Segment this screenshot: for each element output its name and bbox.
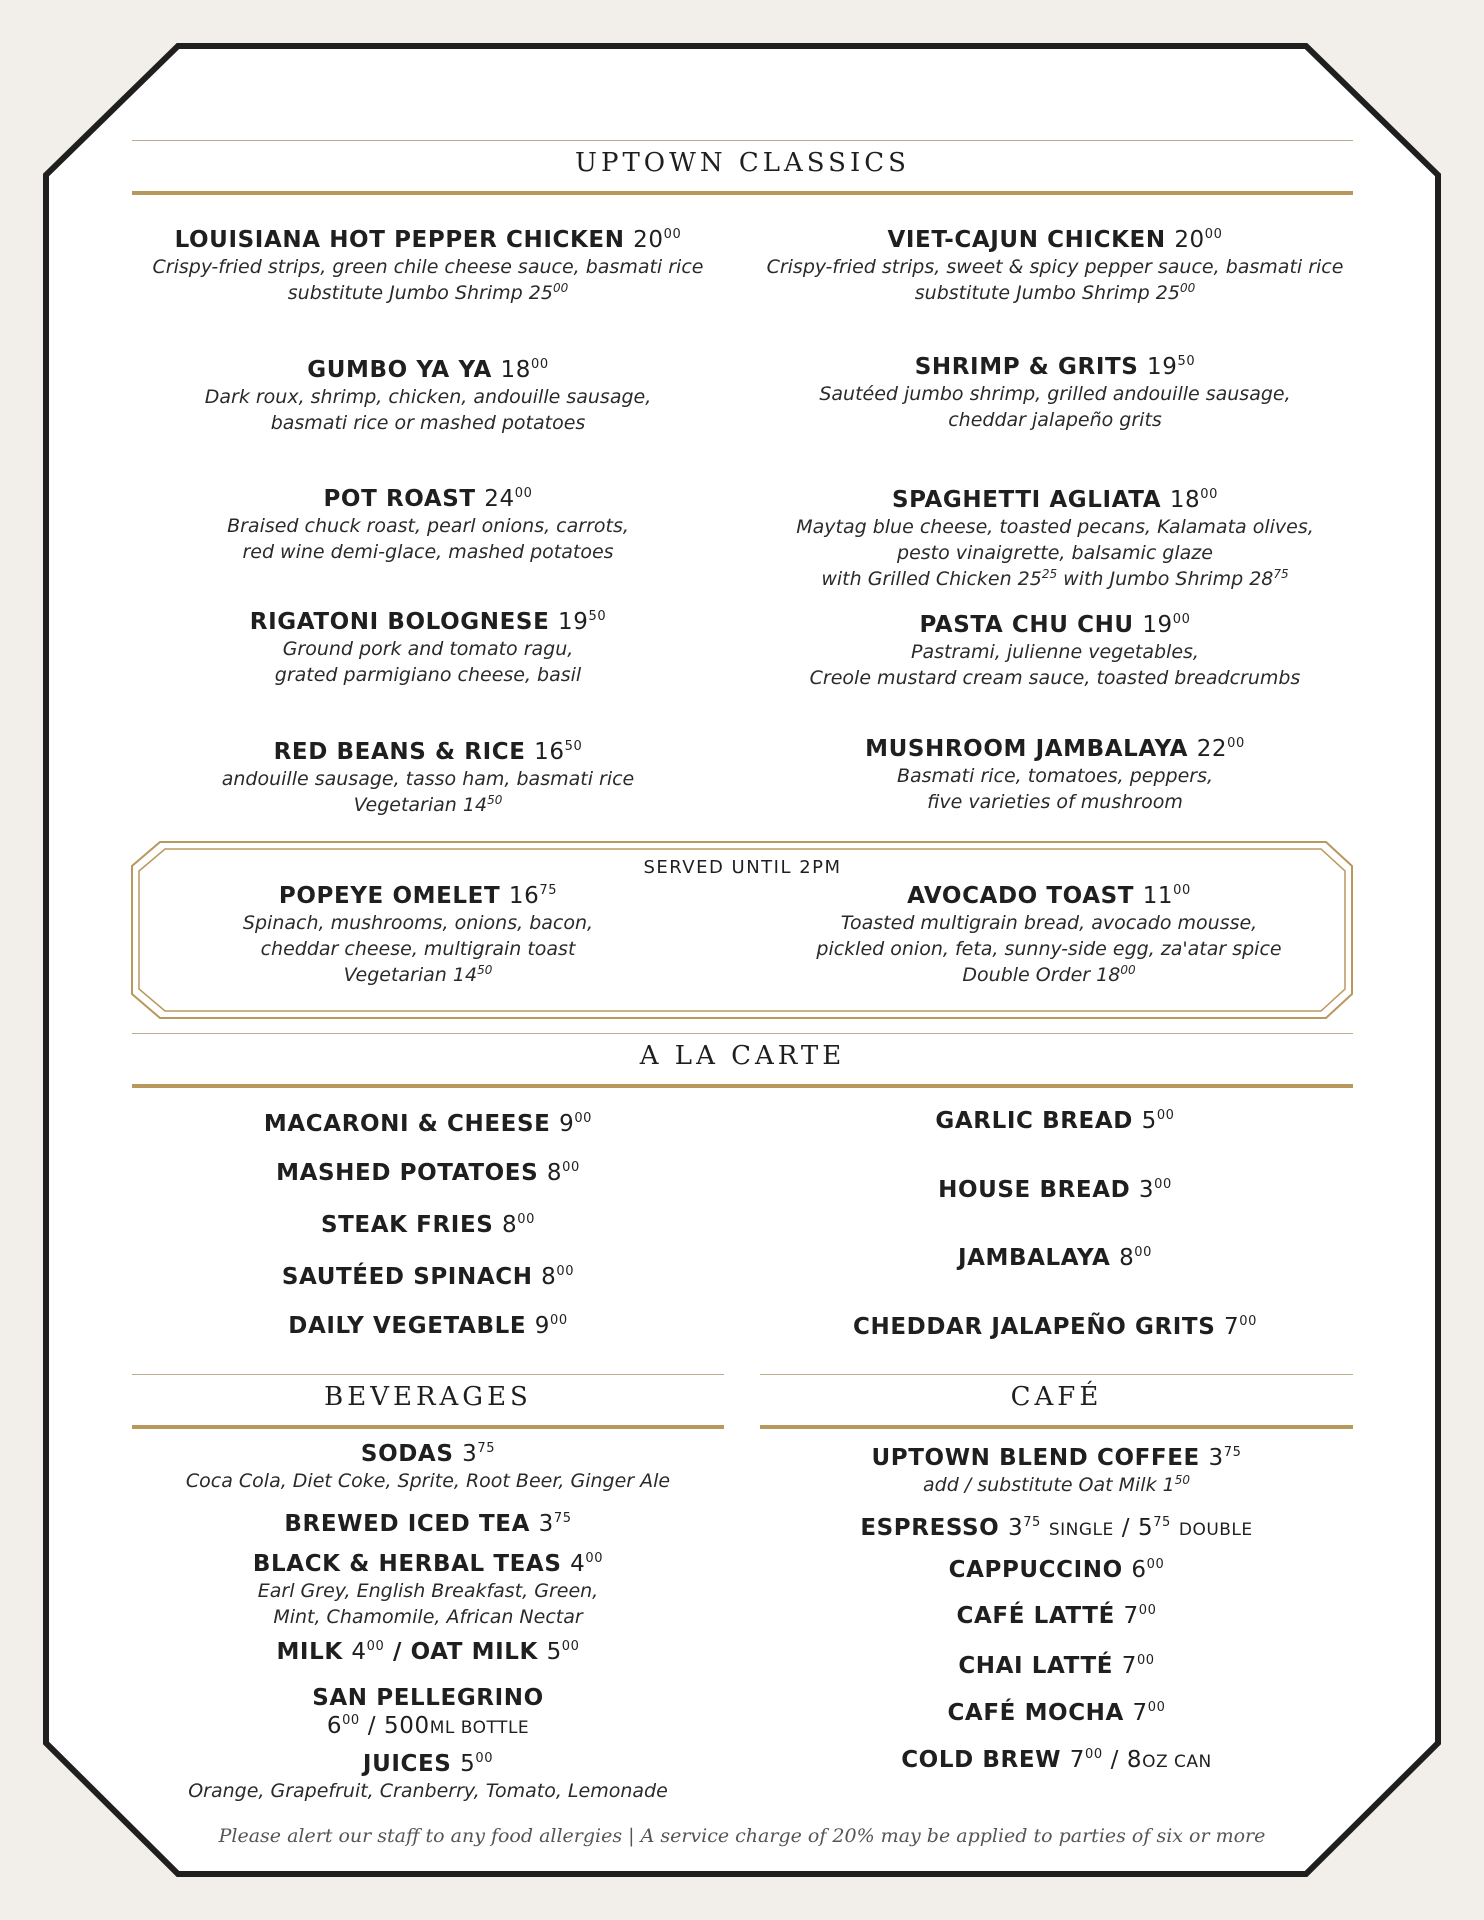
item-cents: 00 (562, 1160, 580, 1175)
size: / 8 (1102, 1747, 1143, 1773)
side-item (132, 1159, 724, 1187)
bev-juices (132, 1750, 724, 1804)
side-item (757, 1107, 1353, 1135)
allergy-footer-note: Please alert our staff to any food allergies | A service charge of 20% may be applied to parties of six or more (218, 1825, 1266, 1847)
item-description: Braised chuck roast, pearl onions, carrots, (227, 515, 629, 537)
item-cents: 50 (1177, 354, 1196, 369)
size: / 500 (359, 1713, 430, 1739)
item-cents: 00 (663, 227, 682, 242)
item-cents: 75 (1023, 1515, 1041, 1530)
uptown-left-column (132, 0, 724, 840)
side-item (757, 1176, 1353, 1204)
item-cents: 00 (475, 1751, 494, 1766)
item-price: 16 (534, 739, 565, 765)
item-cents: 00 (366, 1639, 385, 1654)
item-cents: 00 (1084, 1747, 1103, 1762)
item-description: Mint, Chamomile, African Nectar (273, 1606, 583, 1628)
item-cents: 00 (1156, 1108, 1175, 1123)
item-price: 16 (508, 883, 540, 909)
item-price: 20 (1174, 227, 1205, 253)
item-price: 8 (1119, 1245, 1135, 1271)
cafe-item (760, 1699, 1353, 1727)
item-name: JUICES (362, 1751, 452, 1777)
item-description: add / substitute Oat Milk 1 (923, 1474, 1175, 1496)
item-price: 20 (633, 227, 664, 253)
item-name: RED BEANS & RICE (273, 739, 526, 765)
item-extra: Vegetarian 14 (343, 964, 478, 986)
item-cents: 00 (517, 1212, 536, 1227)
item-cents: 75 (1153, 1515, 1171, 1530)
item-extra-cents: 50 (477, 963, 493, 977)
item-price: 9 (534, 1313, 550, 1339)
item-description: pesto vinaigrette, balsamic glaze (897, 542, 1213, 564)
separator: / (384, 1639, 411, 1665)
item-description: red wine demi-glace, mashed potatoes (242, 541, 614, 563)
unit: ML BOTTLE (429, 1718, 530, 1738)
item-description: Spinach, mushrooms, onions, bacon, (242, 912, 594, 934)
item-description: Basmati rice, tomatoes, peppers, (896, 765, 1214, 787)
item-price: 7 (1223, 1314, 1240, 1340)
item-name: OAT MILK (410, 1639, 538, 1665)
item-extra: Vegetarian 14 (353, 794, 488, 816)
item-name: JAMBALAYA (957, 1245, 1111, 1271)
side-item (132, 1312, 724, 1340)
menu-item-popeye-omelet (132, 882, 704, 988)
item-name: CHEDDAR JALAPEÑO GRITS (853, 1314, 1216, 1340)
item-name: VIET-CAJUN CHICKEN (887, 227, 1166, 253)
bev-sodas (132, 1440, 724, 1494)
item-price: 19 (1147, 354, 1178, 380)
item-price: 8 (541, 1264, 557, 1290)
item-name: SAUTÉED SPINACH (281, 1264, 533, 1290)
item-description: Toasted multigrain bread, avocado mousse, (840, 912, 1258, 934)
cafe-rule-top (760, 1374, 1353, 1375)
item-cents: 50 (564, 739, 583, 754)
item-price: 5 (460, 1751, 476, 1777)
item-price: 4 (351, 1639, 367, 1665)
item-description: Pastrami, julienne vegetables, (911, 641, 1199, 663)
unit: OZ CAN (1142, 1752, 1212, 1772)
item-name: POT ROAST (323, 486, 476, 512)
bev-milk (132, 1638, 724, 1666)
item-cents: 00 (1136, 1653, 1155, 1668)
item-extra-cents-2: 75 (1273, 567, 1289, 581)
item-name: SODAS (360, 1441, 454, 1467)
item-name: ESPRESSO (860, 1515, 1000, 1541)
item-extra-cents: 00 (552, 281, 569, 295)
served-until-label: SERVED UNTIL 2PM (643, 857, 842, 878)
item-cents: 00 (1147, 1700, 1166, 1715)
item-price: 19 (1142, 612, 1173, 638)
item-description: Earl Grey, English Breakfast, Green, (257, 1580, 599, 1602)
item-name: SAN PELLEGRINO (312, 1685, 544, 1711)
item-name: LOUISIANA HOT PEPPER CHICKEN (174, 227, 625, 253)
item-cents: 00 (556, 1264, 575, 1279)
item-name: SPAGHETTI AGLIATA (891, 487, 1162, 513)
side-item (757, 1244, 1353, 1272)
side-item (757, 1313, 1353, 1341)
cafe-item (760, 1652, 1353, 1680)
item-price: 22 (1196, 736, 1228, 762)
item-name: SHRIMP & GRITS (914, 354, 1139, 380)
item-name: POPEYE OMELET (278, 883, 501, 909)
item-extra: substitute Jumbo Shrimp 25 (287, 282, 553, 304)
item-price: 7 (1132, 1700, 1148, 1726)
cafe-item (760, 1556, 1353, 1584)
item-name: CAFÉ MOCHA (947, 1700, 1124, 1726)
item-cents: 00 (1154, 1177, 1172, 1192)
item-description: Crispy-fried strips, sweet & spicy pepper sauce, basmati rice (766, 256, 1344, 278)
item-price: 11 (1142, 883, 1174, 909)
item-cents: 75 (1223, 1445, 1242, 1460)
item-name: STEAK FRIES (320, 1212, 494, 1238)
item-description: Sautéed jumbo shrimp, grilled andouille sausage, (819, 383, 1291, 405)
item-cents: 00 (530, 357, 549, 372)
separator: / (1113, 1515, 1138, 1541)
cafe-coffee (760, 1444, 1353, 1498)
cafe-cold-brew (760, 1746, 1353, 1776)
item-price: 4 (570, 1551, 586, 1577)
item-cents: 00 (514, 486, 533, 501)
item-extra-cents: 00 (1120, 963, 1136, 977)
beverages-rule-bottom (132, 1425, 724, 1429)
item-price: 3 (462, 1441, 478, 1467)
item-cents: 00 (1173, 883, 1191, 898)
cafe-espresso (760, 1514, 1353, 1544)
menu-item-gumbo (132, 356, 724, 436)
cafe-item (760, 1602, 1353, 1630)
menu-item-pasta-chu-chu (757, 611, 1353, 691)
item-description: cheddar jalapeño grits (948, 409, 1162, 431)
item-name: CAFÉ LATTÉ (956, 1603, 1115, 1629)
item-name: CAPPUCCINO (948, 1557, 1123, 1583)
item-description: Dark roux, shrimp, chicken, andouille sausage, (204, 386, 652, 408)
item-cents: 00 (585, 1551, 604, 1566)
item-description: Crispy-fried strips, green chile cheese sauce, basmati rice (152, 256, 704, 278)
item-description: Orange, Grapefruit, Cranberry, Tomato, Lemonade (188, 1780, 668, 1802)
item-name: PASTA CHU CHU (919, 612, 1134, 638)
item-name: AVOCADO TOAST (907, 883, 1135, 909)
item-name: UPTOWN BLEND COFFEE (871, 1445, 1200, 1471)
item-cents: 00 (342, 1713, 360, 1728)
cafe-rule-bottom (760, 1425, 1353, 1429)
bev-pellegrino (132, 1684, 724, 1742)
item-price: 3 (1007, 1515, 1024, 1541)
item-cents: 00 (1200, 487, 1219, 502)
item-description: andouille sausage, tasso ham, basmati rice (221, 768, 635, 790)
item-price: 7 (1069, 1747, 1085, 1773)
item-extra-cents: 50 (1174, 1473, 1190, 1487)
item-price: 19 (558, 609, 589, 635)
item-price: 5 (1137, 1515, 1154, 1541)
item-extra: Double Order 18 (962, 964, 1121, 986)
menu-item-red-beans (132, 738, 724, 818)
item-cents: 00 (1172, 612, 1191, 627)
item-extra: with Grilled Chicken 25 (821, 568, 1042, 590)
cafe-title: CAFÉ (1010, 1382, 1103, 1412)
item-cents: 50 (588, 609, 607, 624)
item-description: Coca Cola, Diet Coke, Sprite, Root Beer, Ginger Ale (185, 1470, 671, 1492)
item-price: 3 (538, 1511, 554, 1537)
menu-item-louisiana (132, 226, 724, 306)
item-name: GUMBO YA YA (307, 357, 492, 383)
size-label: DOUBLE (1178, 1520, 1253, 1540)
item-extra-cents: 00 (1179, 281, 1196, 295)
item-name: COLD BREW (901, 1747, 1062, 1773)
side-item (132, 1263, 724, 1291)
menu-item-spaghetti (757, 486, 1353, 592)
side-item (132, 1110, 724, 1138)
item-name: MACARONI & CHEESE (263, 1111, 551, 1137)
item-price: 8 (546, 1160, 563, 1186)
item-cents: 75 (553, 1511, 572, 1526)
item-name: DAILY VEGETABLE (288, 1313, 527, 1339)
item-price: 6 (1131, 1557, 1147, 1583)
item-cents: 00 (561, 1639, 580, 1654)
item-cents: 75 (539, 883, 558, 898)
item-cents: 00 (1204, 227, 1223, 242)
item-price: 9 (559, 1111, 575, 1137)
menu-item-avocado-toast (757, 882, 1341, 988)
item-cents: 00 (1227, 736, 1245, 751)
item-name: BLACK & HERBAL TEAS (252, 1551, 562, 1577)
uptown-title: UPTOWN CLASSICS (575, 148, 910, 178)
item-name: MUSHROOM JAMBALAYA (865, 736, 1189, 762)
menu-item-rigatoni (132, 608, 724, 688)
uptown-right-column (757, 0, 1353, 840)
item-cents: 75 (477, 1441, 496, 1456)
alacarte-rule-top (132, 1033, 1353, 1034)
item-price: 6 (326, 1713, 343, 1739)
item-description: Creole mustard cream sauce, toasted breadcrumbs (809, 667, 1301, 689)
alacarte-title: A LA CARTE (639, 1041, 846, 1071)
item-name: BREWED ICED TEA (284, 1511, 530, 1537)
item-price: 3 (1208, 1445, 1224, 1471)
alacarte-rule-bottom (132, 1084, 1353, 1088)
item-name: MASHED POTATOES (276, 1160, 539, 1186)
item-price: 24 (484, 486, 515, 512)
item-description: Maytag blue cheese, toasted pecans, Kalamata olives, (796, 516, 1314, 538)
bev-teas (132, 1550, 724, 1630)
item-name: MILK (276, 1639, 343, 1665)
item-extra-cents: 50 (487, 793, 503, 807)
item-price: 5 (1141, 1108, 1157, 1134)
item-description: cheddar cheese, multigrain toast (260, 938, 576, 960)
size-label: SINGLE (1048, 1520, 1114, 1540)
item-name: HOUSE BREAD (938, 1177, 1131, 1203)
item-cents: 00 (549, 1313, 568, 1328)
side-item (132, 1211, 724, 1239)
item-cents: 00 (1239, 1314, 1257, 1329)
item-price: 3 (1138, 1177, 1155, 1203)
item-extra-2: with Jumbo Shrimp 28 (1057, 568, 1274, 590)
item-description: pickled onion, feta, sunny-side egg, za'atar spice (816, 938, 1282, 960)
menu-item-shrimp-grits (757, 353, 1353, 433)
item-description: five varieties of mushroom (927, 791, 1183, 813)
item-description: Ground pork and tomato ragu, (282, 638, 574, 660)
menu-item-viet-cajun (757, 226, 1353, 306)
item-cents: 00 (574, 1111, 593, 1126)
item-price: 8 (502, 1212, 518, 1238)
item-description: grated parmigiano cheese, basil (274, 664, 582, 686)
item-price: 7 (1123, 1603, 1139, 1629)
item-cents: 00 (1138, 1603, 1157, 1618)
item-description: basmati rice or mashed potatoes (270, 412, 586, 434)
item-price: 5 (546, 1639, 562, 1665)
item-name: GARLIC BREAD (935, 1108, 1133, 1134)
item-cents: 00 (1146, 1557, 1165, 1572)
item-name: CHAI LATTÉ (958, 1653, 1114, 1679)
item-price: 18 (500, 357, 531, 383)
item-price: 7 (1121, 1653, 1137, 1679)
item-price: 18 (1169, 487, 1201, 513)
item-extra: substitute Jumbo Shrimp 25 (914, 282, 1180, 304)
bev-iced-tea (132, 1510, 724, 1538)
beverages-title: BEVERAGES (324, 1382, 532, 1412)
item-extra-cents: 25 (1041, 567, 1058, 581)
item-cents: 00 (1134, 1245, 1153, 1260)
menu-item-pot-roast (132, 485, 724, 565)
beverages-rule-top (132, 1374, 724, 1375)
item-name: RIGATONI BOLOGNESE (249, 609, 550, 635)
menu-item-mushroom-jambalaya (757, 735, 1353, 815)
